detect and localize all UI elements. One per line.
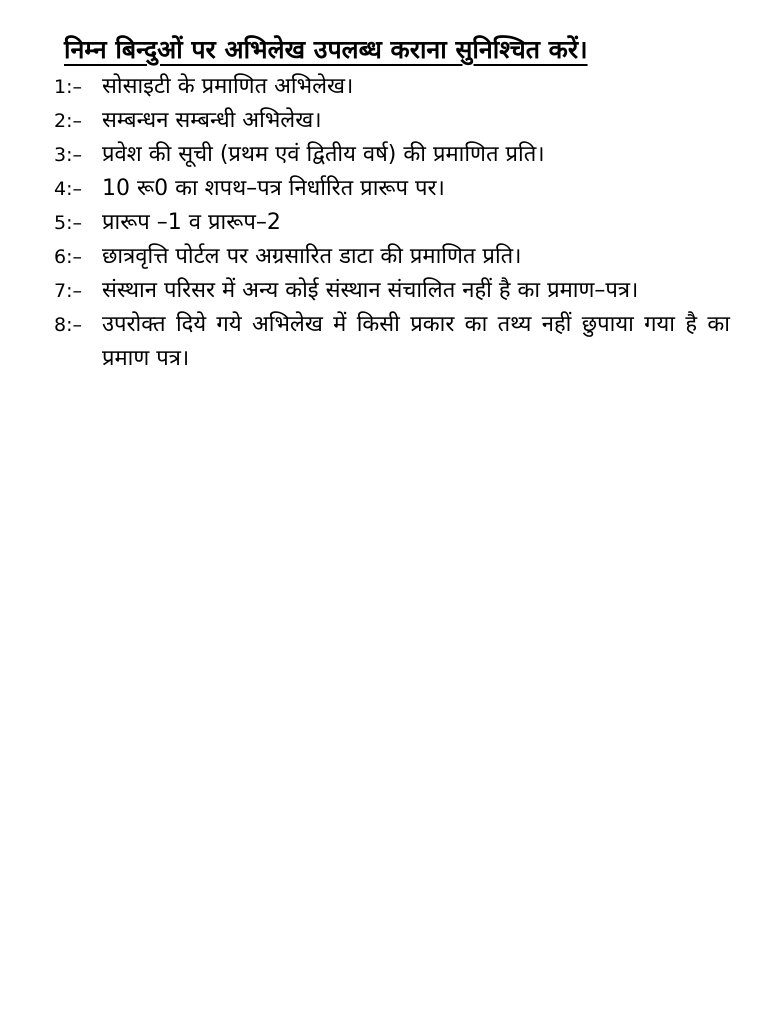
requirements-list — [54, 70, 730, 376]
list-item — [54, 308, 730, 376]
item-number: 1:– — [54, 76, 82, 98]
item-text: सम्बन्धन सम्बन्धी अभिलेख। — [102, 108, 322, 133]
item-number: 6:– — [54, 246, 82, 268]
item-number: 5:– — [54, 212, 82, 234]
item-number: 4:– — [54, 178, 82, 200]
list-item — [54, 104, 730, 138]
item-number: 3:– — [54, 144, 82, 166]
list-item — [54, 172, 730, 206]
item-number: 7:– — [54, 280, 82, 302]
item-number: 8:– — [54, 314, 82, 336]
list-item — [54, 206, 730, 240]
item-text: 10 रू0 का शपथ–पत्र निर्धारित प्रारूप पर। — [102, 176, 445, 201]
item-text: संस्थान परिसर में अन्य कोई संस्थान संचालित नहीं है का प्रमाण–पत्र। — [102, 278, 639, 303]
item-text: प्रारूप –1 व प्रारूप–2 — [102, 210, 281, 235]
item-text: प्रवेश की सूची (प्रथम एवं द्वितीय वर्ष) की प्रमाणित प्रति। — [102, 142, 545, 167]
item-text: उपरोक्त दिये गये अभिलेख में किसी प्रकार का तथ्य नहीं छुपाया गया है का प्रमाण पत्र। — [102, 312, 730, 371]
list-item — [54, 240, 730, 274]
list-item — [54, 70, 730, 104]
list-item — [54, 274, 730, 308]
item-text: छात्रवृत्ति पोर्टल पर अग्रसारित डाटा की प्रमाणित प्रति। — [102, 244, 522, 269]
list-item — [54, 138, 730, 172]
document-title: निम्न बिन्दुओं पर अभिलेख उपलब्ध कराना सुनिश्चित करें। — [64, 35, 588, 64]
item-text: सोसाइटी के प्रमाणित अभिलेख। — [102, 74, 354, 99]
item-number: 2:– — [54, 110, 82, 132]
